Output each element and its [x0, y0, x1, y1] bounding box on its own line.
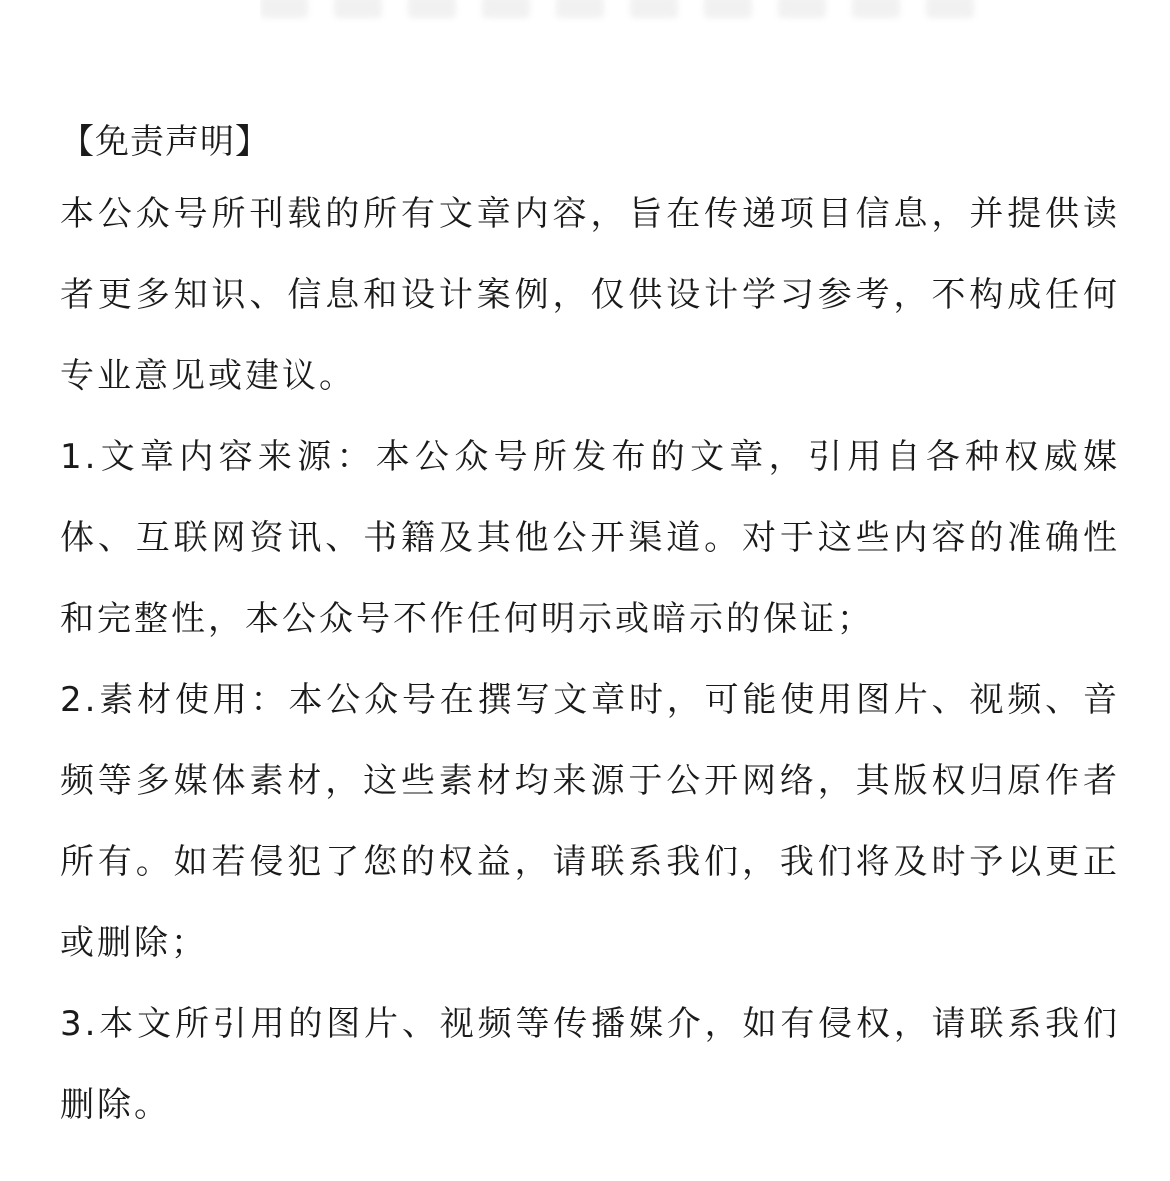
disclaimer-article: [60, 110, 1120, 1146]
disclaimer-item-3: 3.本文所引用的图片、视频等传播媒介，如有侵权，请联系我们删除。: [60, 1004, 1120, 1125]
faded-previous-content: [260, 0, 980, 34]
disclaimer-heading: 【免责声明】: [60, 122, 270, 162]
disclaimer-item-1: 1.文章内容来源：本公众号所发布的文章，引用自各种权威媒体、互联网资讯、书籍及其他公开渠道。对于这些内容的准确性和完整性，本公众号不作任何明示或暗示的保证；: [60, 437, 1120, 639]
disclaimer-intro: 本公众号所刊载的所有文章内容，旨在传递项目信息，并提供读者更多知识、信息和设计案例，仅供设计学习参考，不构成任何专业意见或建议。: [60, 194, 1120, 396]
disclaimer-item-2: 2.素材使用：本公众号在撰写文章时，可能使用图片、视频、音频等多媒体素材，这些素材均来源于公开网络，其版权归原作者所有。如若侵犯了您的权益，请联系我们，我们将及时予以更正或删除；: [60, 680, 1120, 963]
